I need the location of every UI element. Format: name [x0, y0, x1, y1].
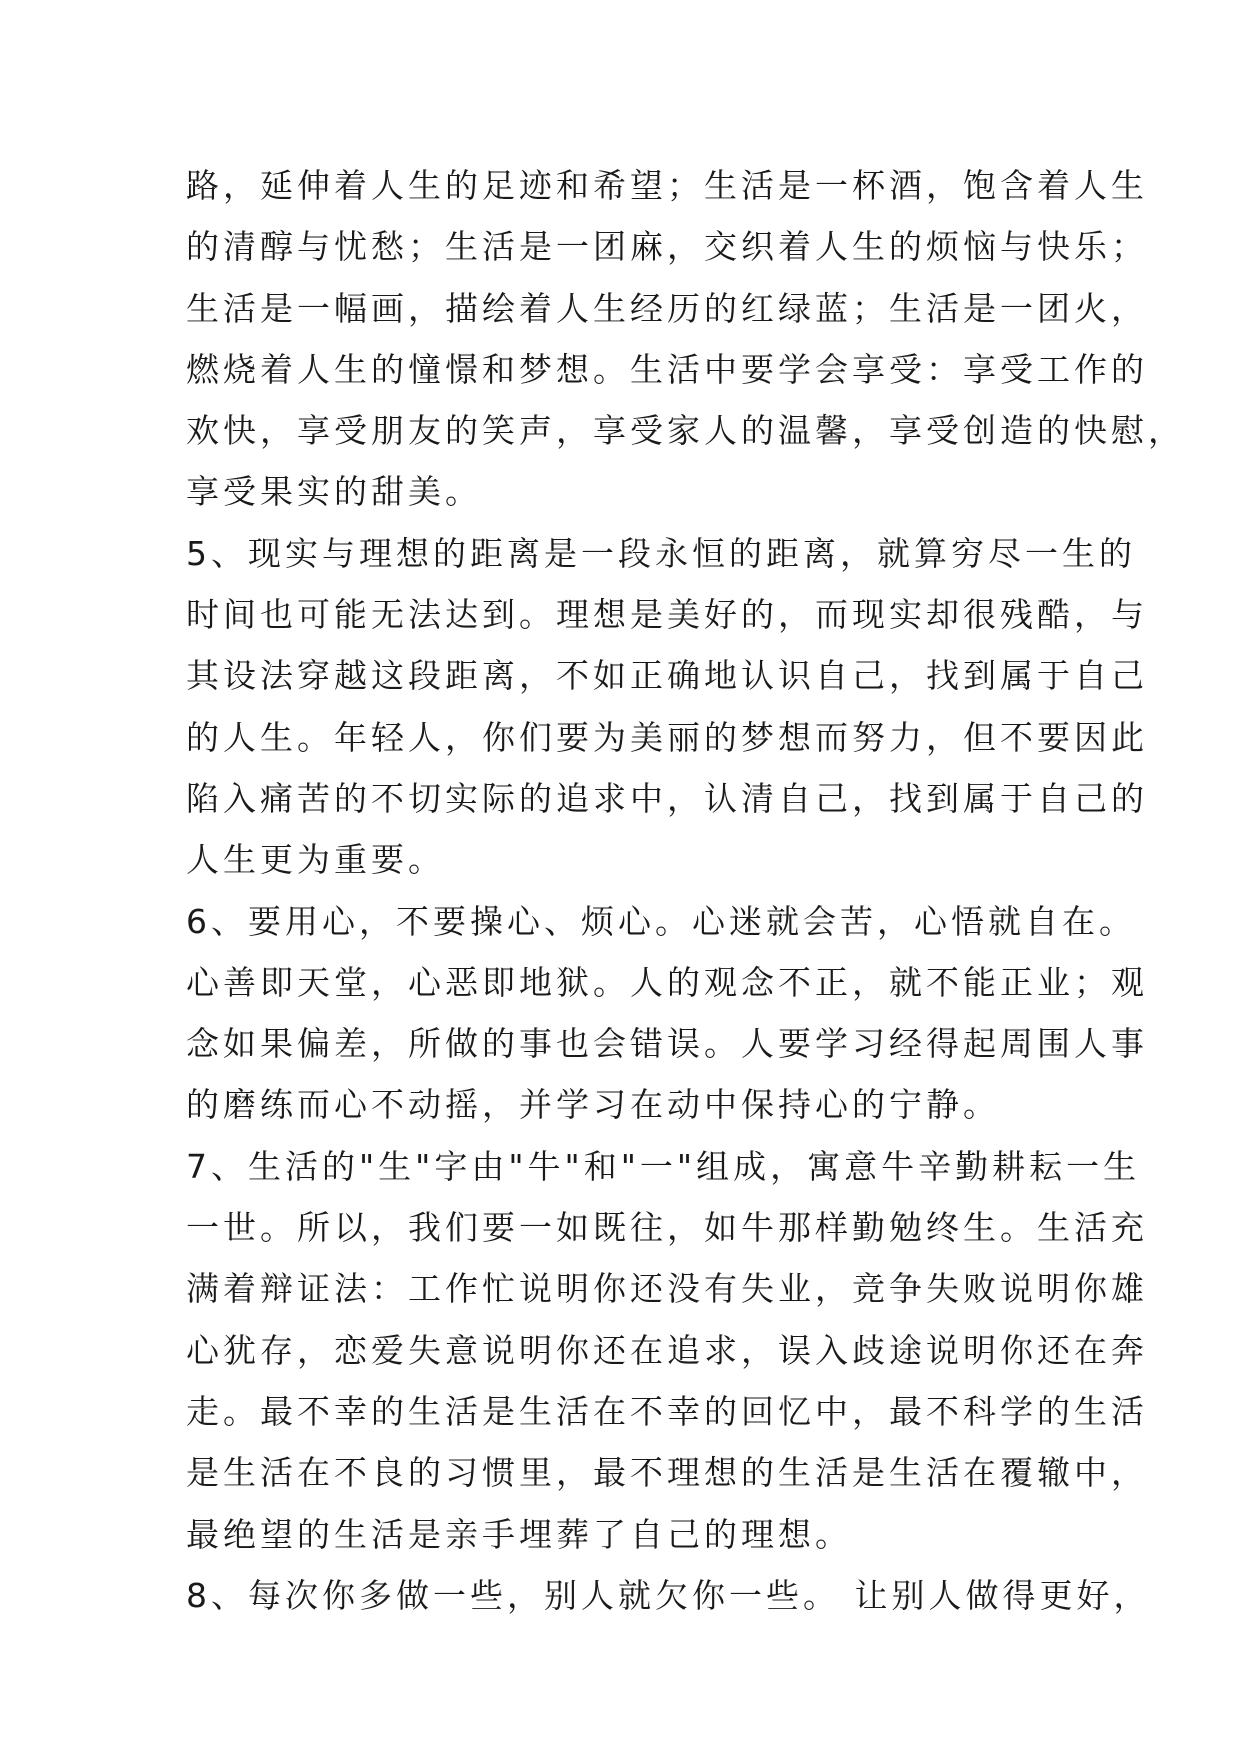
- text-line: 路，延伸着人生的足迹和希望；生活是一杯酒，饱含着人生: [186, 166, 1148, 205]
- text-line: 的磨练而心不动摇，并学习在动中保持心的宁静。: [186, 1085, 1000, 1125]
- text-line: 心善即天堂，心恶即地狱。人的观念不正，就不能正业；观: [186, 962, 1148, 1002]
- text-line: 5、现实与理想的距离是一段永恒的距离，就算穷尽一生的: [186, 533, 1136, 573]
- text-line: 念如果偏差，所做的事也会错误。人要学习经得起周围人事: [186, 1024, 1148, 1064]
- text-line: 生活是一幅画，描绘着人生经历的红绿蓝；生活是一团火，: [186, 288, 1148, 328]
- text-line: 其设法穿越这段距离，不如正确地认识自己，找到属于自己: [186, 656, 1148, 696]
- text-line: 是生活在不良的习惯里，最不理想的生活是生活在覆辙中，: [186, 1453, 1148, 1493]
- text-line: 7、生活的"生"字由"牛"和"一"组成，寓意牛辛勤耕耘一生: [186, 1146, 1141, 1186]
- text-line: 最绝望的生活是亲手埋葬了自己的理想。: [186, 1514, 852, 1554]
- text-line: 享受果实的甜美。: [186, 472, 482, 512]
- text-line: 心犹存，恋爱失意说明你还在追求，误入歧途说明你还在奔: [186, 1330, 1148, 1370]
- text-line: 的清醇与忧愁；生活是一团麻，交织着人生的烦恼与快乐；: [186, 227, 1148, 267]
- text-line: 人生更为重要。: [186, 840, 445, 880]
- text-line: 走。最不幸的生活是生活在不幸的回忆中，最不科学的生活: [186, 1391, 1148, 1431]
- text-line: 满着辩证法：工作忙说明你还没有失业，竞争失败说明你雄: [186, 1269, 1148, 1309]
- text-line: 8、每次你多做一些，别人就欠你一些。 让别人做得更好，: [186, 1575, 1151, 1615]
- document-body: [186, 155, 1185, 1626]
- text-line: 欢快，享受朋友的笑声，享受家人的温馨，享受创造的快慰，: [186, 411, 1185, 451]
- text-line: 一世。所以，我们要一如既往，如牛那样勤勉终生。生活充: [186, 1208, 1148, 1248]
- text-line: 时间也可能无法达到。理想是美好的，而现实却很残酷，与: [186, 595, 1148, 635]
- text-line: 6、要用心，不要操心、烦心。心迷就会苦，心悟就自在。: [186, 901, 1136, 941]
- text-line: 燃烧着人生的憧憬和梦想。生活中要学会享受：享受工作的: [186, 349, 1148, 389]
- text-line: 陷入痛苦的不切实际的追求中，认清自己，找到属于自己的: [186, 778, 1148, 818]
- text-line: 的人生。年轻人，你们要为美丽的梦想而努力，但不要因此: [186, 717, 1148, 757]
